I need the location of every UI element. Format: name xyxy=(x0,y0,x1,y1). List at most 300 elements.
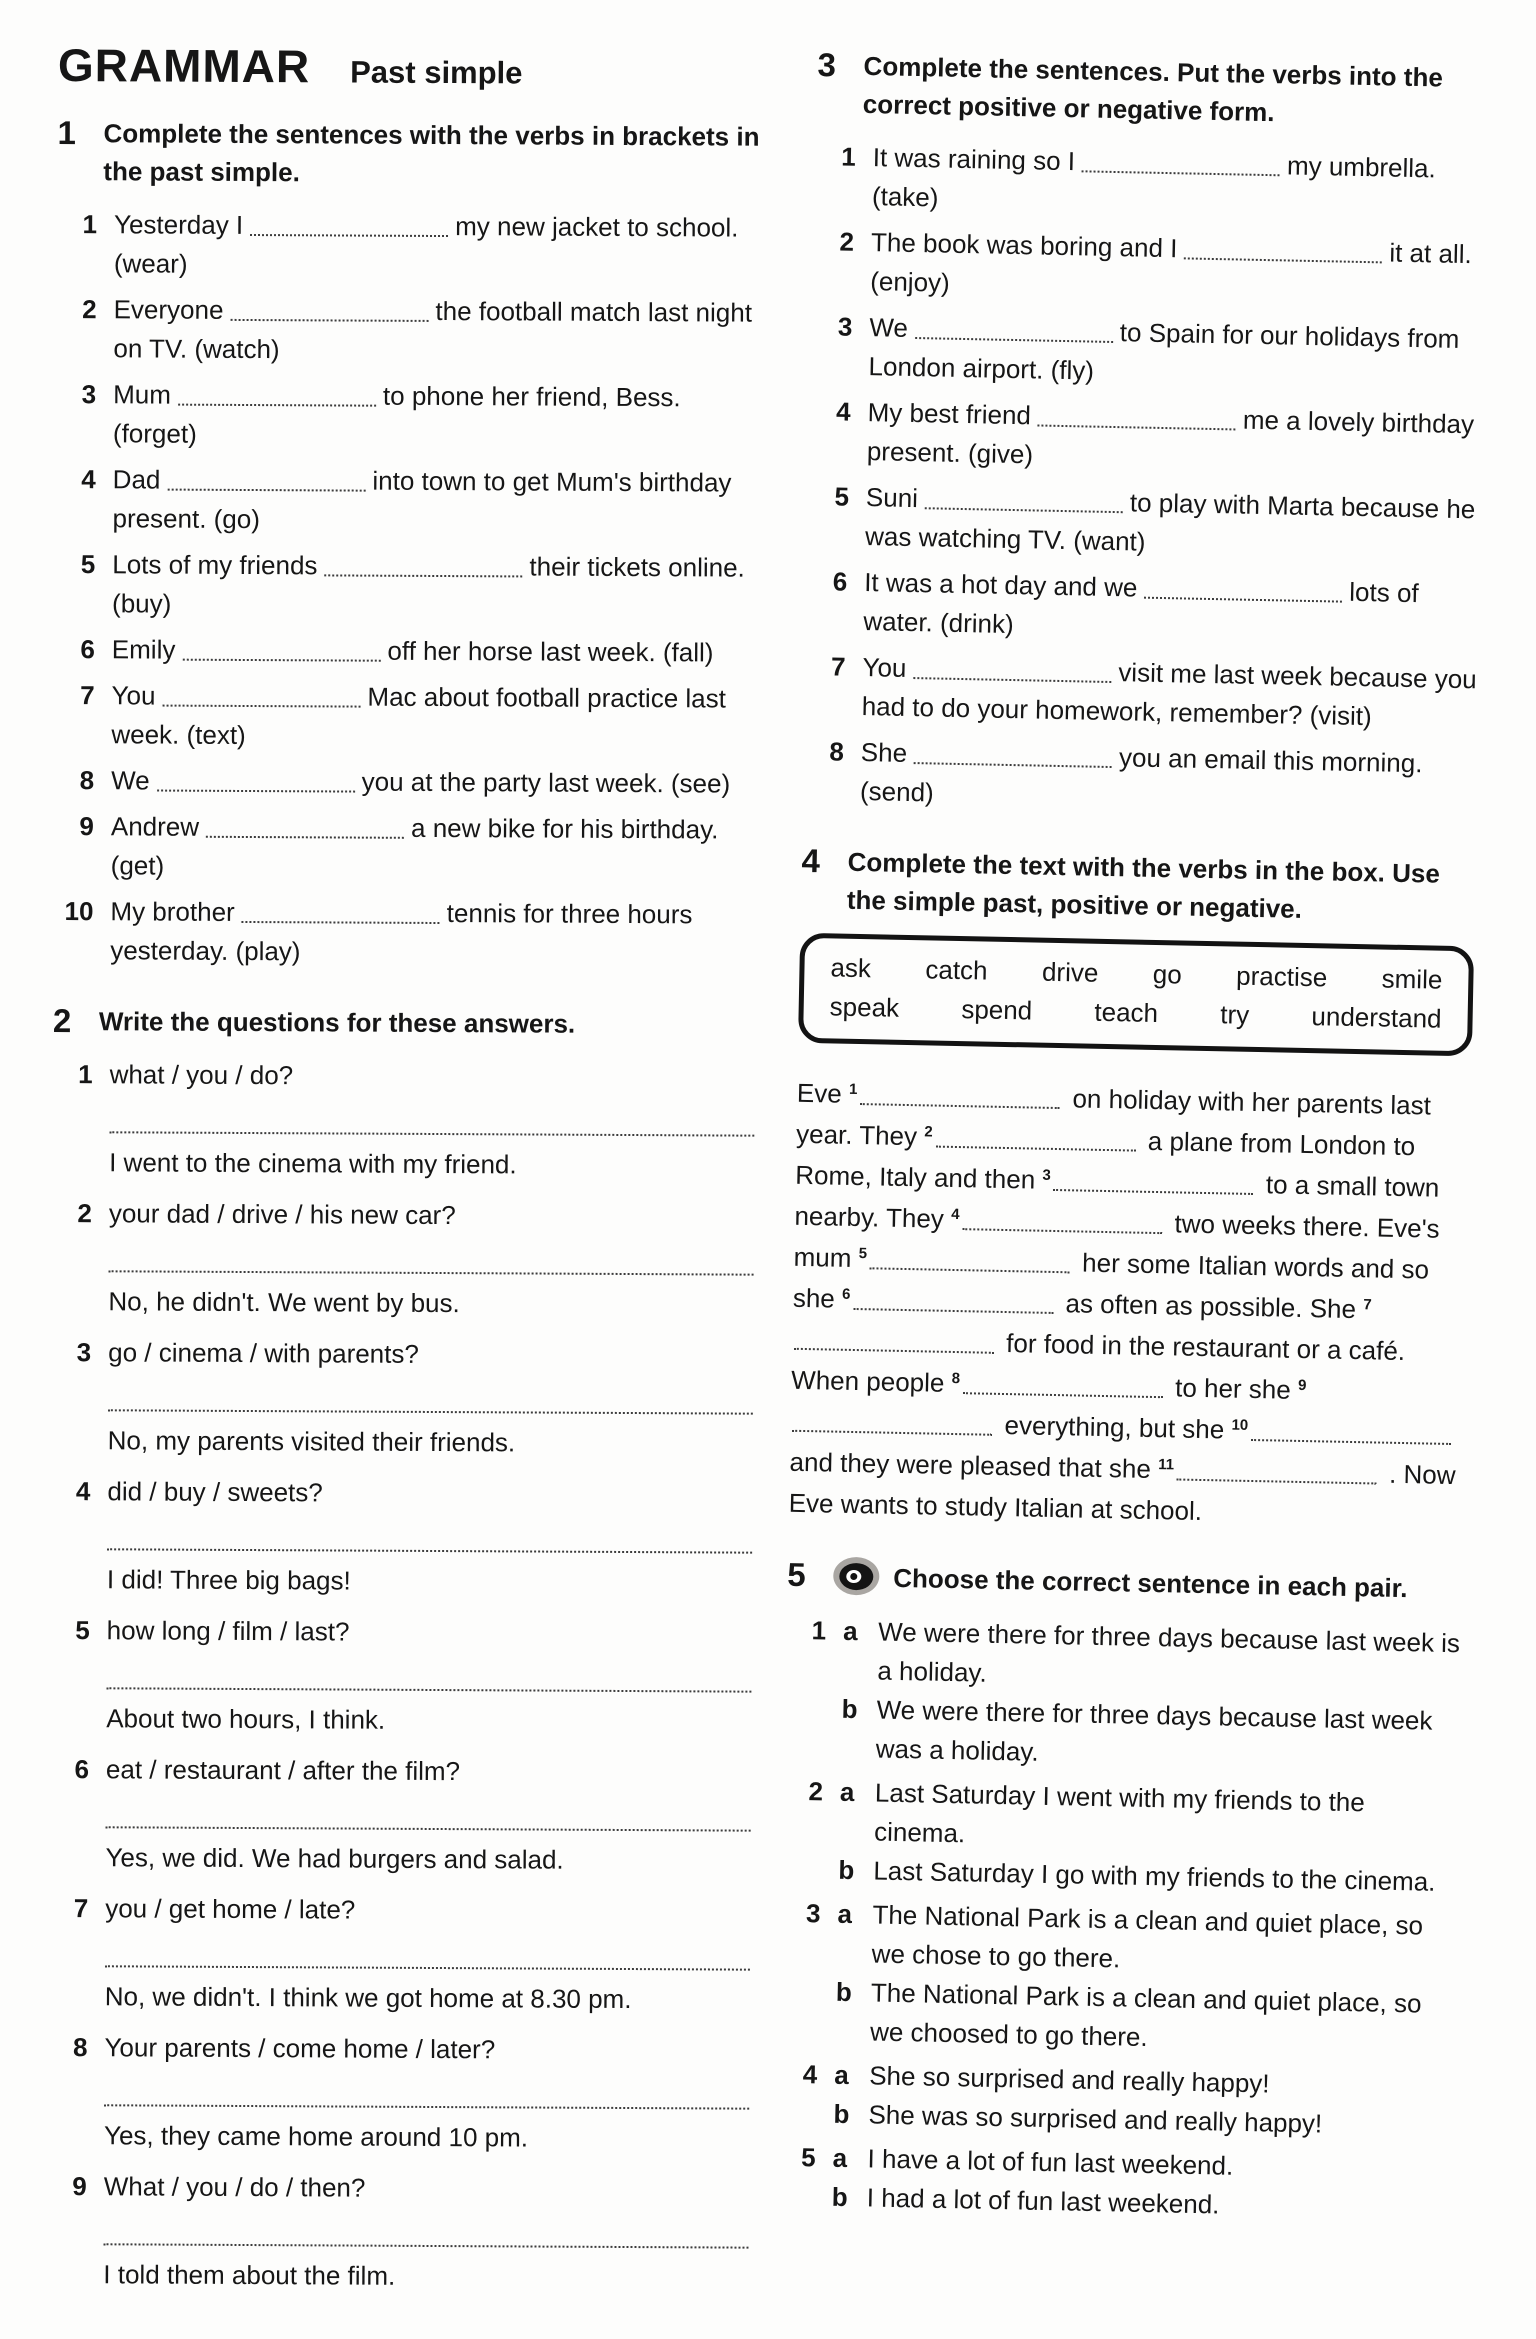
answer-line xyxy=(106,1826,751,1831)
text-before-blank: Lots of my friends xyxy=(112,549,318,581)
item-text xyxy=(860,733,1484,823)
numbered-blank xyxy=(849,1079,1066,1113)
item-text xyxy=(114,205,763,286)
blank-number: 2 xyxy=(924,1123,933,1141)
exercise-2-items xyxy=(46,1055,758,2298)
question-answer-item xyxy=(49,1611,756,1742)
answer-blank xyxy=(250,212,448,237)
option-text: The National Park is a clean and quiet place, so we chose to go there. xyxy=(871,1899,1424,1974)
exercise-1 xyxy=(53,114,763,974)
pair-options xyxy=(833,2056,1457,2146)
answer-blank xyxy=(915,315,1113,343)
text-before-blank: Yesterday I xyxy=(113,209,244,240)
answer-blank xyxy=(962,1206,1162,1234)
text-after-blank: my new jacket to school. (wear) xyxy=(113,211,739,279)
text-before-blank: Emily xyxy=(111,634,176,665)
answer-row xyxy=(52,1143,758,1186)
item-text xyxy=(110,892,759,973)
text-after-blank: off her horse last week. (fall) xyxy=(387,635,714,668)
text-before-blank: It was raining so I xyxy=(872,142,1076,177)
cloze-text-run: for food in the restaurant or a café. When people xyxy=(790,1327,1406,1398)
option-text: She was so surprised and really happy! xyxy=(868,2099,1323,2139)
answer-blank xyxy=(935,1123,1135,1151)
question-answer-item xyxy=(48,1889,755,2020)
blank-number: 10 xyxy=(1231,1416,1249,1434)
blank-number: 8 xyxy=(951,1369,961,1388)
question-answer-item xyxy=(50,1472,757,1603)
cloze-text xyxy=(788,1073,1477,1538)
fill-sentence-item xyxy=(803,732,1484,824)
verb-option: ask xyxy=(830,952,872,984)
blank-number: 5 xyxy=(858,1245,868,1263)
text-before-blank: Suni xyxy=(865,482,919,514)
exercise-5-header xyxy=(787,1556,1468,1610)
exercise-number: 4 xyxy=(801,841,821,880)
item-number: 1 xyxy=(78,1059,93,1090)
answer-line xyxy=(105,1965,750,1970)
option-row xyxy=(842,1612,1466,1702)
cloze-text-run: to her she xyxy=(1167,1372,1299,1405)
item-text xyxy=(112,630,761,672)
item-number: 6 xyxy=(832,566,848,597)
option-text: I had a lot of fun last weekend. xyxy=(866,2182,1220,2220)
question-prompt-row xyxy=(51,1333,757,1376)
answer-blank xyxy=(230,297,428,322)
answer-blank xyxy=(1177,1456,1377,1484)
blank-number: 1 xyxy=(848,1080,858,1098)
verb-option: practise xyxy=(1235,960,1328,993)
exercise-number: 3 xyxy=(817,46,837,84)
item-number: 1 xyxy=(811,1615,827,1646)
item-number: 8 xyxy=(72,2032,88,2063)
answer-row xyxy=(48,1977,754,2020)
answer-blank xyxy=(870,1245,1070,1273)
fill-sentence-item xyxy=(55,460,761,542)
text-after-blank: a new bike for his birthday. (get) xyxy=(110,812,719,881)
verb-option: try xyxy=(1220,999,1250,1030)
answer-row xyxy=(51,1282,757,1325)
item-number: 1 xyxy=(82,209,98,240)
answer-text: No, my parents visited their friends. xyxy=(107,1425,516,1458)
option-letter: a xyxy=(839,1776,855,1808)
text-before-blank: Dad xyxy=(112,464,161,495)
question-answer-item xyxy=(46,2167,753,2298)
item-number: 3 xyxy=(76,1337,92,1368)
verb-option: speak xyxy=(829,991,900,1023)
option-letter: a xyxy=(842,1615,858,1647)
answer-line xyxy=(109,1270,754,1275)
answer-line xyxy=(106,1687,751,1692)
item-number: 2 xyxy=(808,1776,824,1807)
answer-blank xyxy=(1251,1417,1451,1445)
spacer xyxy=(51,1282,91,1321)
verb-word-box xyxy=(798,933,1474,1057)
answer-blank xyxy=(242,899,440,924)
numbered-blank xyxy=(1042,1165,1259,1199)
fill-sentence-item xyxy=(54,761,760,804)
option-text: The National Park is a clean and quiet place, so we choosed to go there. xyxy=(869,1977,1422,2053)
answer-row xyxy=(51,1421,757,1464)
item-number: 5 xyxy=(834,481,850,512)
answer-blank xyxy=(162,682,360,707)
text-after-blank: to play with Marta because he was watching TV. (want) xyxy=(864,487,1476,557)
exercise-4-header xyxy=(800,842,1481,932)
cloze-segment xyxy=(789,1447,1158,1484)
question-prompt: What / you / do / then? xyxy=(103,2171,366,2203)
answer-blank xyxy=(157,767,355,792)
question-prompt: go / cinema / with parents? xyxy=(108,1337,419,1369)
item-text xyxy=(863,563,1487,653)
text-before-blank: It was a hot day and we xyxy=(863,567,1138,603)
question-prompt: eat / restaurant / after the film? xyxy=(105,1754,461,1787)
answer-row xyxy=(46,2255,752,2298)
exercise-number: 1 xyxy=(57,113,77,152)
item-number: 6 xyxy=(80,634,95,665)
cloze-segment xyxy=(797,1078,850,1109)
spacer xyxy=(48,1838,88,1877)
blank-number: 11 xyxy=(1158,1456,1175,1474)
text-after-blank: their tickets online. (buy) xyxy=(112,551,745,619)
cloze-text-run: Eve xyxy=(796,1077,850,1109)
sentence-pair-item xyxy=(778,1894,1461,2064)
option-row xyxy=(840,1690,1464,1780)
fill-sentence-item xyxy=(809,392,1490,484)
question-prompt: you / get home / late? xyxy=(105,1893,356,1925)
text-before-blank: We xyxy=(869,312,909,343)
question-prompt-row xyxy=(47,2028,753,2071)
answer-blank xyxy=(913,655,1111,683)
answer-text: I went to the cinema with my friend. xyxy=(109,1147,517,1180)
option-letter: b xyxy=(841,1693,858,1725)
exercise-4 xyxy=(788,842,1482,1538)
item-number: 7 xyxy=(73,1893,89,1924)
cloze-text-run: a plane from London to Rome, Italy and then xyxy=(795,1125,1416,1195)
topic-heading: Past simple xyxy=(350,54,523,91)
question-prompt-row xyxy=(50,1472,756,1515)
exercise-number: 5 xyxy=(786,1555,807,1594)
spacer xyxy=(52,1143,92,1182)
item-number: 9 xyxy=(79,811,94,842)
fill-sentence-item xyxy=(811,307,1492,399)
fill-sentence-item xyxy=(806,562,1487,654)
verb-option: catch xyxy=(925,954,988,986)
blank-number: 3 xyxy=(1042,1166,1052,1184)
answer-text: No, he didn't. We went by bus. xyxy=(108,1286,460,1319)
text-before-blank: Mum xyxy=(113,379,172,410)
text-after-blank: you an email this morning. (send) xyxy=(859,742,1423,808)
cloze-segment xyxy=(951,1368,1168,1402)
spacer xyxy=(48,1977,88,2016)
cloze-text-run: and they were pleased that she xyxy=(789,1446,1159,1485)
exercise-instruction: Choose the correct sentence in each pair. xyxy=(892,1562,1408,1604)
item-number: 10 xyxy=(64,896,94,927)
exercise-2-header xyxy=(53,1002,759,1044)
fill-sentence-item xyxy=(54,676,760,758)
answer-blank xyxy=(1038,402,1236,430)
item-text xyxy=(111,761,760,803)
answer-blank xyxy=(1054,1167,1254,1195)
right-column xyxy=(772,46,1498,2339)
text-before-blank: The book was boring and I xyxy=(870,227,1178,264)
cloze-segment xyxy=(858,1243,1075,1277)
fill-sentence-item xyxy=(55,630,761,673)
question-prompt-row xyxy=(50,1611,756,1654)
answer-blank xyxy=(182,637,380,662)
fill-sentence-item xyxy=(808,477,1489,569)
answer-text: Yes, they came home around 10 pm. xyxy=(103,2120,529,2153)
answer-blank xyxy=(860,1081,1060,1109)
answer-line xyxy=(107,1548,752,1553)
blank-number: 9 xyxy=(1297,1376,1307,1395)
cloze-segment xyxy=(842,1284,1059,1318)
item-number: 2 xyxy=(839,226,855,257)
item-number: 7 xyxy=(830,651,846,682)
answer-text: I did! Three big bags! xyxy=(106,1564,351,1596)
answer-blank xyxy=(963,1370,1163,1398)
text-after-blank: you at the party last week. (see) xyxy=(361,766,731,799)
pair-options xyxy=(831,2139,1455,2229)
answer-blank xyxy=(794,1326,994,1354)
left-column xyxy=(46,39,764,2330)
question-answer-item xyxy=(51,1333,758,1464)
fill-sentence-item xyxy=(55,545,761,627)
numbered-blank xyxy=(858,1243,1075,1277)
item-text xyxy=(112,545,761,626)
item-text xyxy=(865,478,1489,568)
exercise-3-items xyxy=(803,137,1496,824)
answer-blank xyxy=(1082,148,1280,176)
verb-option: smile xyxy=(1381,963,1443,995)
item-number: 1 xyxy=(841,141,857,172)
answer-row xyxy=(49,1699,755,1742)
pair-options xyxy=(838,1773,1463,1902)
option-row xyxy=(836,1895,1460,1985)
fill-sentence-item xyxy=(56,375,762,457)
question-prompt: how long / film / last? xyxy=(106,1615,350,1647)
sentence-pair-item xyxy=(774,2138,1455,2230)
fill-sentence-item xyxy=(56,290,762,372)
option-text: We were there for three days because last week was a holiday. xyxy=(875,1694,1433,1767)
exercise-5 xyxy=(774,1556,1467,2230)
option-letter: b xyxy=(831,2181,849,2213)
question-prompt-row xyxy=(48,1889,754,1932)
exercise-1-items xyxy=(53,205,763,974)
target-eye-icon xyxy=(833,1557,880,1596)
question-prompt-row xyxy=(53,1055,759,1098)
option-letter: a xyxy=(832,2142,848,2174)
answer-blank xyxy=(1144,575,1342,603)
text-after-blank: Mac about football practice last week. (text) xyxy=(111,681,726,750)
answer-line xyxy=(104,2104,749,2109)
cloze-segment xyxy=(1231,1415,1456,1450)
text-after-blank: to Spain for our holidays from London airport. (fly) xyxy=(868,317,1460,386)
cloze-segment xyxy=(951,1204,1168,1238)
exercise-instruction: Complete the sentences with the verbs in brackets in the past simple. xyxy=(103,118,760,188)
item-number: 4 xyxy=(75,1476,91,1507)
item-text xyxy=(872,138,1496,228)
question-prompt-row xyxy=(49,1750,755,1793)
item-number: 3 xyxy=(805,1898,821,1929)
fill-sentence-item xyxy=(57,205,763,287)
cloze-text-run: . Now Eve wants to study Italian at school. xyxy=(788,1458,1456,1526)
item-text xyxy=(113,375,762,456)
answer-blank xyxy=(206,814,404,839)
spacer xyxy=(47,2116,87,2155)
item-number: 6 xyxy=(74,1754,90,1785)
text-after-blank: the football match last night on TV. (watch) xyxy=(113,295,753,365)
question-prompt-row xyxy=(52,1194,758,1237)
exercise-3-header xyxy=(816,46,1497,136)
option-row xyxy=(839,1773,1463,1863)
answer-blank xyxy=(324,552,522,577)
answer-row xyxy=(48,1838,754,1881)
text-after-blank: me a lovely birthday present. (give) xyxy=(866,404,1475,470)
answer-blank xyxy=(1184,235,1382,263)
answer-blank xyxy=(925,485,1123,513)
pair-options xyxy=(840,1612,1466,1780)
item-number: 7 xyxy=(80,680,95,711)
exercise-3 xyxy=(803,46,1498,823)
text-before-blank: Andrew xyxy=(110,811,200,842)
spacer xyxy=(51,1421,91,1460)
fill-sentence-item xyxy=(54,807,760,889)
cloze-segment xyxy=(849,1079,1066,1113)
item-number: 4 xyxy=(802,2059,818,2090)
fill-sentence-item xyxy=(53,892,759,974)
numbered-blank xyxy=(951,1204,1168,1238)
item-number: 2 xyxy=(82,294,97,325)
grammar-heading: GRAMMAR xyxy=(57,39,311,93)
answer-blank xyxy=(178,382,376,407)
item-text xyxy=(111,676,760,757)
option-letter: b xyxy=(838,1854,855,1886)
sentence-pair-item xyxy=(776,2055,1457,2147)
pair-options xyxy=(835,1895,1461,2063)
verb-option: go xyxy=(1152,958,1183,990)
text-before-blank: Everyone xyxy=(113,294,224,325)
item-text xyxy=(112,460,761,541)
item-number: 9 xyxy=(72,2171,87,2202)
option-letter: a xyxy=(833,2059,850,2091)
item-number: 3 xyxy=(837,311,853,342)
option-row xyxy=(835,1973,1459,2063)
option-letter: b xyxy=(833,2098,850,2130)
item-text xyxy=(113,290,762,371)
text-after-blank: into town to get Mum's birthday present. (go) xyxy=(112,465,732,535)
answer-blank xyxy=(853,1286,1053,1314)
cloze-text-run: her some Italian words and so she xyxy=(792,1247,1430,1314)
option-text: Last Saturday I go with my friends to the cinema. xyxy=(873,1855,1436,1897)
exercise-2 xyxy=(46,1002,759,2298)
answer-row xyxy=(50,1560,756,1603)
answer-blank xyxy=(792,1408,992,1436)
cloze-text-run: to a small town nearby. They xyxy=(794,1169,1440,1234)
answer-blank xyxy=(914,740,1112,768)
fill-sentence-item xyxy=(804,647,1485,739)
question-prompt: your dad / drive / his new car? xyxy=(108,1198,456,1231)
item-number: 5 xyxy=(80,549,96,580)
text-after-blank: it at all. (enjoy) xyxy=(869,237,1473,298)
cloze-text-run: everything, but she xyxy=(997,1409,1232,1445)
answer-row xyxy=(47,2116,753,2159)
item-text xyxy=(868,308,1492,398)
sentence-pair-item xyxy=(781,1772,1463,1903)
exercise-instruction: Complete the text with the verbs in the box. Use the simple past, positive or negative. xyxy=(846,846,1441,924)
item-number: 5 xyxy=(800,2142,816,2173)
blank-number: 6 xyxy=(841,1285,851,1303)
option-text: She so surprised and really happy! xyxy=(868,2060,1270,2099)
cloze-segment xyxy=(1158,1454,1382,1488)
exercise-instruction: Write the questions for these answers. xyxy=(98,1006,576,1039)
item-number: 4 xyxy=(835,396,851,427)
item-number: 8 xyxy=(79,765,95,796)
text-before-blank: You xyxy=(862,652,907,683)
numbered-blank xyxy=(924,1121,1141,1155)
exercise-instruction: Complete the sentences. Put the verbs into the correct positive or negative form. xyxy=(862,50,1444,128)
question-prompt: what / you / do? xyxy=(109,1059,294,1091)
answer-line xyxy=(103,2243,748,2248)
question-answer-item xyxy=(48,1750,755,1881)
text-before-blank: She xyxy=(860,737,908,768)
cloze-segment xyxy=(1168,1372,1299,1405)
option-text: Last Saturday I went with my friends to the cinema. xyxy=(873,1777,1366,1849)
verb-option: understand xyxy=(1311,1001,1442,1034)
item-text xyxy=(111,807,760,888)
answer-line xyxy=(108,1409,753,1414)
text-before-blank: My brother xyxy=(110,896,235,927)
item-number: 2 xyxy=(77,1198,92,1229)
answer-text: Yes, we did. We had burgers and salad. xyxy=(105,1842,564,1875)
cloze-segment xyxy=(1058,1288,1364,1324)
spacer xyxy=(46,2255,86,2294)
text-after-blank: tennis for three hours yesterday. (play) xyxy=(110,898,693,967)
text-after-blank: to phone her friend, Bess. (forget) xyxy=(112,380,681,449)
item-number: 4 xyxy=(81,464,96,495)
answer-blank xyxy=(167,466,365,491)
numbered-blank xyxy=(1231,1415,1456,1450)
page-title xyxy=(57,39,764,94)
numbered-blank xyxy=(1158,1454,1382,1488)
spacer xyxy=(49,1699,89,1738)
question-answer-item xyxy=(47,2028,754,2159)
cloze-text-run: as often as possible. She xyxy=(1058,1288,1364,1325)
item-number: 5 xyxy=(75,1615,90,1646)
text-after-blank: my umbrella. (take) xyxy=(871,150,1437,213)
item-number: 3 xyxy=(81,379,97,410)
fill-sentence-item xyxy=(815,137,1496,229)
cloze-text-run: on holiday with her parents last year. They xyxy=(795,1083,1432,1152)
cloze-segment xyxy=(1042,1165,1259,1199)
item-text xyxy=(861,648,1485,738)
exercise-number: 2 xyxy=(52,1001,72,1040)
verb-option: spend xyxy=(961,994,1033,1026)
text-after-blank: lots of water. (drink) xyxy=(863,576,1419,640)
sentence-pair-item xyxy=(783,1611,1466,1781)
option-text: We were there for three days because last week is a holiday. xyxy=(877,1616,1461,1688)
item-text xyxy=(870,223,1494,313)
numbered-blank xyxy=(951,1368,1168,1402)
answer-text: About two hours, I think. xyxy=(106,1703,386,1735)
cloze-segment xyxy=(997,1410,1232,1445)
exercise-5-items xyxy=(774,1611,1466,2230)
item-text xyxy=(866,393,1490,483)
blank-number: 4 xyxy=(950,1205,960,1224)
answer-text: No, we didn't. I think we got home at 8.30 pm. xyxy=(104,1981,632,2015)
blank-number: 7 xyxy=(1363,1296,1372,1314)
option-letter: a xyxy=(837,1898,853,1930)
text-before-blank: You xyxy=(111,680,156,711)
text-after-blank: visit me last week because you had to do your homework, remember? (visit) xyxy=(861,657,1477,732)
